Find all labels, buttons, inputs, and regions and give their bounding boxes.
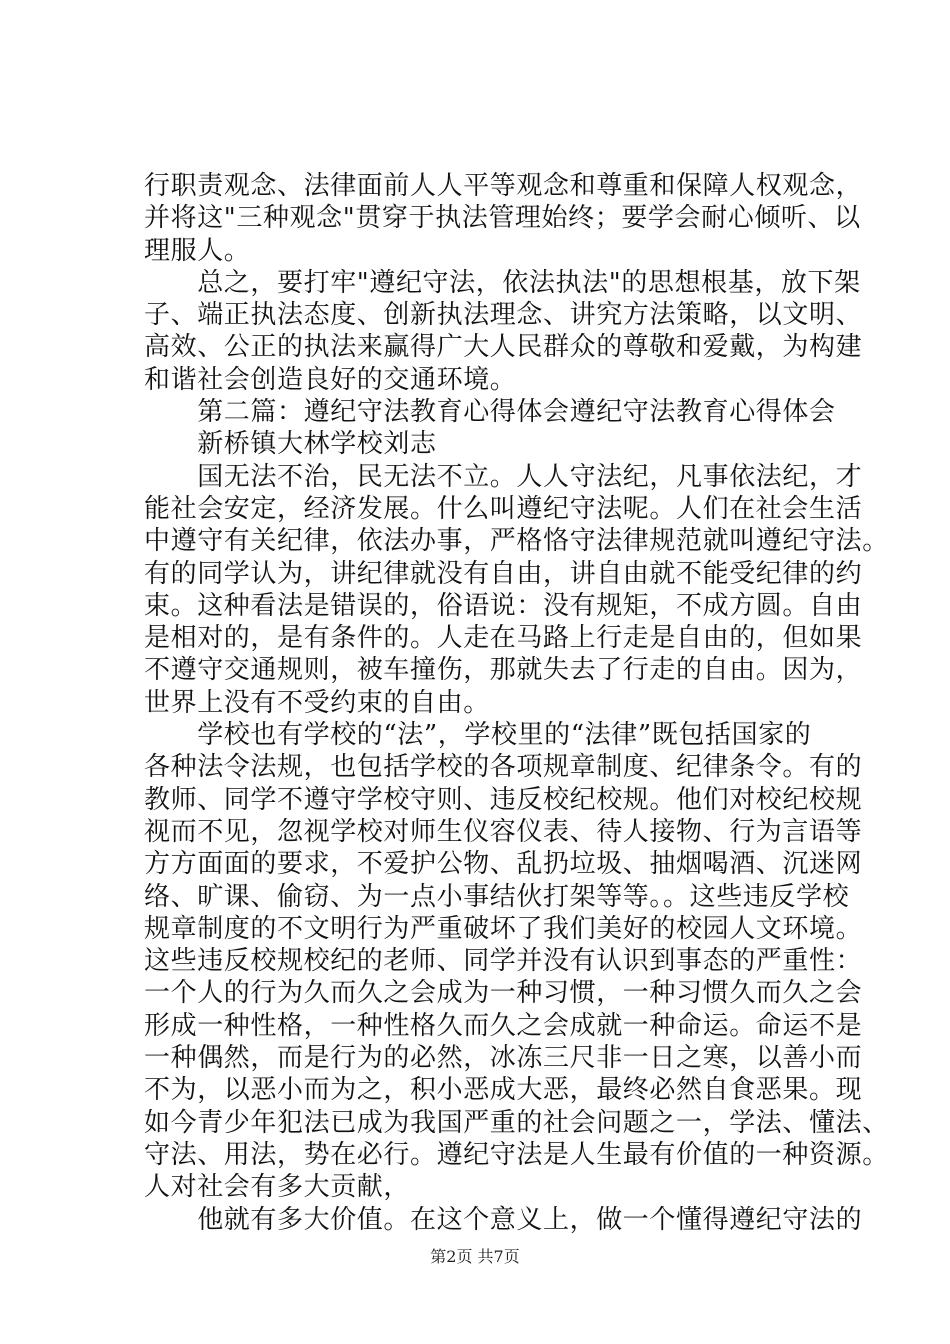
text-line: 学校也有学校的“法”，学校里的“法律”既包括国家的 bbox=[144, 720, 812, 751]
text-line: 和谐社会创造良好的交通环境。 bbox=[144, 364, 517, 395]
text-line: 束。这种看法是错误的，俗语说：没有规矩，不成方圆。自由 bbox=[144, 590, 863, 621]
text-line: 能社会安定，经济发展。什么叫遵纪守法呢。人们在社会生活 bbox=[144, 493, 863, 524]
text-line: 有的同学认为，讲纪律就没有自由，讲自由就不能受纪律的约 bbox=[144, 558, 863, 589]
text-line: 一个人的行为久而久之会成为一种习惯，一种习惯久而久之会 bbox=[144, 978, 863, 1009]
text-line: 如今青少年犯法已成为我国严重的社会问题之一，学法、懂法、 bbox=[144, 1107, 889, 1138]
text-line: 守法、用法，势在必行。遵纪守法是人生最有价值的一种资源。 bbox=[144, 1139, 889, 1170]
section-heading: 第二篇：遵纪守法教育心得体会遵纪守法教育心得体会 bbox=[144, 397, 836, 428]
text-line: 教师、同学不遵守学校守则、违反校纪校规。他们对校纪校规 bbox=[144, 784, 863, 815]
text-line: 是相对的，是有条件的。人走在马路上行走是自由的，但如果 bbox=[144, 623, 863, 654]
text-line: 人对社会有多大贡献， bbox=[144, 1172, 411, 1203]
author-line: 新桥镇大林学校刘志 bbox=[144, 429, 437, 460]
text-line: 中遵守有关纪律，依法办事，严格恪守法律规范就叫遵纪守法。 bbox=[144, 526, 889, 557]
page-number: 第2页 共7页 bbox=[430, 1247, 520, 1266]
text-line: 方方面面的要求，不爱护公物、乱扔垃圾、抽烟喝酒、沉迷网 bbox=[144, 849, 863, 880]
text-line: 国无法不治，民无法不立。人人守法纪，凡事依法纪，才 bbox=[144, 461, 863, 492]
text-line: 理服人。 bbox=[144, 235, 251, 266]
text-line: 规章制度的不文明行为严重破坏了我们美好的校园人文环境。 bbox=[144, 913, 863, 944]
text-line: 形成一种性格，一种性格久而久之会成就一种命运。命运不是 bbox=[144, 1010, 863, 1041]
text-line: 络、旷课、偷窃、为一点小事结伙打架等等。。这些违反学校 bbox=[144, 881, 850, 912]
text-line: 总之，要打牢"遵纪守法，依法执法"的思想根基，放下架 bbox=[144, 267, 861, 298]
text-line: 各种法令法规，也包括学校的各项规章制度、纪律条令。有的 bbox=[144, 752, 863, 783]
text-line: 并将这"三种观念"贯穿于执法管理始终；要学会耐心倾听、以 bbox=[144, 203, 861, 234]
text-line: 不遵守交通规则，被车撞伤，那就失去了行走的自由。因为， bbox=[144, 655, 863, 686]
page-footer bbox=[0, 1244, 950, 1267]
text-line: 这些违反校规校纪的老师、同学并没有认识到事态的严重性： bbox=[144, 946, 863, 977]
text-line: 行职责观念、法律面前人人平等观念和尊重和保障人权观念， bbox=[144, 171, 863, 201]
body-text bbox=[144, 170, 889, 1236]
text-line: 一种偶然，而是行为的必然，冰冻三尺非一日之寒，以善小而 bbox=[144, 1043, 863, 1074]
text-line: 不为，以恶小而为之，积小恶成大恶，最终必然自食恶果。现 bbox=[144, 1075, 863, 1106]
text-line: 他就有多大价值。在这个意义上，做一个懂得遵纪守法的 bbox=[144, 1204, 863, 1235]
text-line: 视而不见，忽视学校对师生仪容仪表、待人接物、行为言语等 bbox=[144, 816, 863, 847]
text-line: 世界上没有不受约束的自由。 bbox=[144, 687, 490, 718]
text-line: 子、端正执法态度、创新执法理念、讲究方法策略，以文明、 bbox=[144, 300, 863, 331]
text-line: 高效、公正的执法来赢得广大人民群众的尊敬和爱戴，为构建 bbox=[144, 332, 863, 363]
